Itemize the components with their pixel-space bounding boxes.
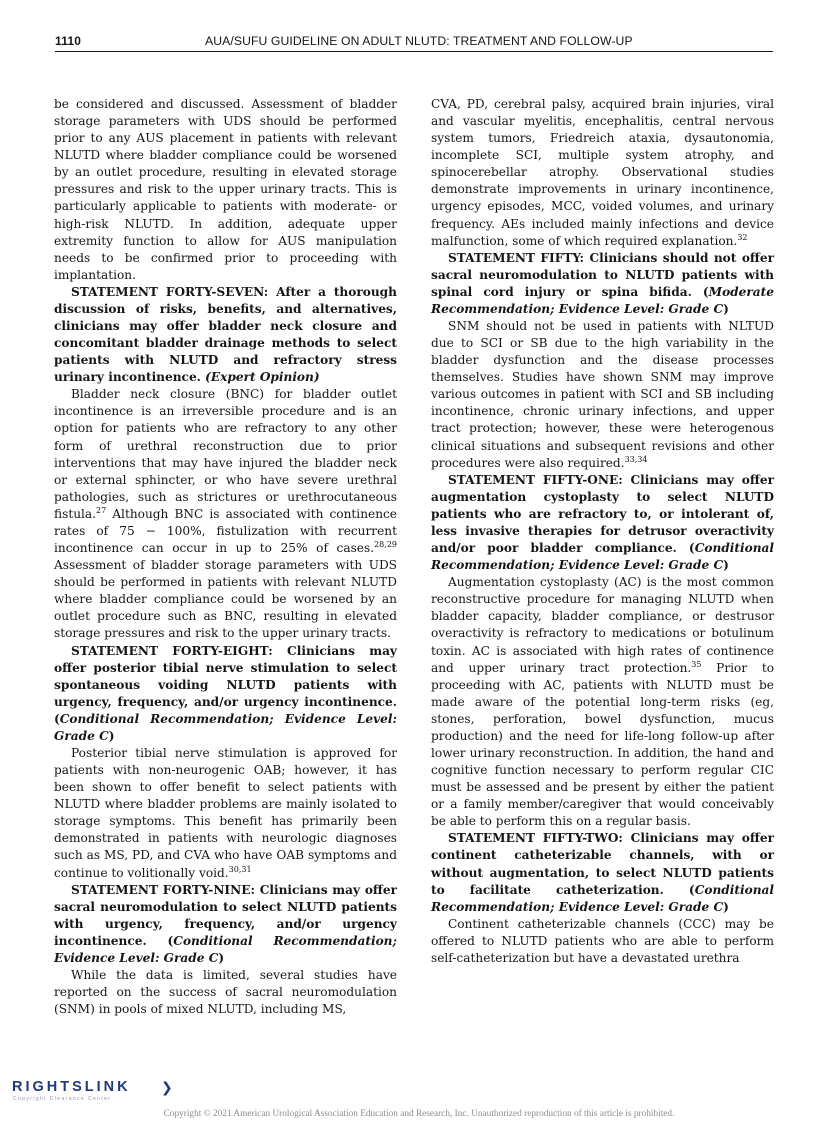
text-run: Posterior tibial nerve stimulation is approved for patients with non-neurogenic OAB; however, it has been shown to offer benefit to select patients with NLUTD where bladder problems are mainly isolated to storage symptoms. This benefit has primarily been demonstrated in patients with neurologic diagnoses such as MS, PD, and CVA who have OAB symptoms and continue to volitionally void.: [54, 745, 397, 880]
body-paragraph: [54, 745, 397, 882]
guideline-statement: [431, 830, 774, 915]
reference-citation[interactable]: 30,31: [228, 864, 252, 874]
reference-citation[interactable]: 27: [96, 505, 107, 515]
guideline-statement: [54, 643, 397, 745]
text-run: STATEMENT FIFTY-TWO: Clinicians may offer continent catheterizable channels, with or without augmentation, to select NLUTD patients to facilitate catheterization. (: [431, 831, 774, 897]
recommendation-grade: Conditional Recommendation; Evidence Level: Grade C: [431, 541, 774, 573]
text-run: SNM should not be used in patients with NLTUD due to SCI or SB due to the high variability in the bladder dysfunction and the disease processes themselves. Studies have shown SNM may improve various outcomes in patient with SCI and SB including incontinence, chronic urinary infections, and upper tract protection; however, these were heterogenous clinical situations and subsequent revisions and other procedures were also required.: [431, 319, 774, 470]
running-title: AUA/SUFU GUIDELINE ON ADULT NLUTD: TREATMENT AND FOLLOW-UP: [205, 34, 633, 48]
text-run: ): [218, 950, 225, 965]
right-column: [431, 96, 774, 967]
text-run: ): [723, 558, 729, 573]
body-paragraph: [54, 96, 397, 284]
left-column: [54, 96, 397, 1018]
reference-citation[interactable]: 33,34: [624, 454, 648, 464]
text-run: ): [723, 301, 729, 316]
rightslink-logo[interactable]: [12, 1079, 182, 1103]
rightslink-wordmark: RIGHTSLINK: [12, 1079, 131, 1095]
body-paragraph: [431, 916, 774, 967]
guideline-statement: [431, 250, 774, 318]
recommendation-grade: Conditional Recommendation; Evidence Level: Grade C: [54, 711, 397, 743]
reference-citation[interactable]: 35: [691, 659, 702, 669]
guideline-statement: [431, 472, 774, 574]
body-paragraph: [431, 96, 774, 250]
text-run: ): [108, 728, 115, 743]
reference-citation[interactable]: 28,29: [374, 539, 397, 549]
recommendation-grade: Conditional Recommendation; Evidence Level: Grade C: [431, 882, 774, 914]
guideline-statement: [54, 284, 397, 386]
page-number: 1110: [55, 34, 82, 48]
text-run: Assessment of bladder storage parameters with UDS should be performed in patients with relevant NLUTD where bladder compliance could be worsened by an outlet procedure such as BNC, resulting in elevated storage pressures and risk to the upper urinary tracts.: [54, 558, 397, 641]
body-paragraph: [54, 386, 397, 642]
text-run: While the data is limited, several studies have reported on the success of sacral neuromodulation (SNM) in pools of mixed NLUTD, including MS,: [54, 967, 397, 1017]
recommendation-grade: (Expert Opinion): [205, 370, 320, 385]
text-run: STATEMENT FORTY-NINE: Clinicians may offer sacral neuromodulation to select NLUTD patients with urgency, frequency, and/or urgency incontinence. (: [54, 882, 397, 948]
rightslink-tagline: Copyright Clearance Center: [13, 1096, 112, 1102]
text-run: Bladder neck closure (BNC) for bladder outlet incontinence is an irreversible procedure and is an option for patients who are refractory to any other form of urethral reconstruction due to prior interventions that may have injured the bladder neck or external sphincter, or who have severe urethral pathologies, such as strictures or urethrocutaneous fistula.: [54, 387, 397, 521]
recommendation-grade: Moderate Recommendation; Evidence Level: Grade C: [431, 284, 774, 316]
text-run: CVA, PD, cerebral palsy, acquired brain injuries, viral and vascular myelitis, encephalitis, central nervous system tumors, Friedreich ataxia, dysautonomia, incomplete SCI, multiple system atrophy, and spinocerebellar atrophy. Observational studies demonstrate improvements in urinary incontinence, urgency episodes, MCC, voided volumes, and urinary frequency. AEs included mainly infections and device malfunction, some of which required explanation.: [431, 97, 774, 248]
recommendation-grade: Conditional Recommendation; Evidence Level: Grade C: [54, 933, 397, 965]
text-run: STATEMENT FORTY-SEVEN: After a thorough discussion of risks, benefits, and alternatives, clinicians may offer bladder neck closure and concomitant bladder drainage methods to select patients with NLUTD and refractory stress urinary incontinence.: [54, 284, 397, 385]
text-run: STATEMENT FIFTY-ONE: Clinicians may offer augmentation cystoplasty to select NLUTD patients who are refractory to, or intolerant of, less invasive therapies for detrusor overactivity and/or poor bladder compliance. (: [431, 472, 774, 556]
text-run: Although BNC is associated with continence rates of 75 − 100%, fistulization with recurrent incontinence can occur in up to 25% of cases.: [54, 506, 397, 556]
body-paragraph: [54, 967, 397, 1018]
copyright-notice: Copyright © 2021 American Urological Association Education and Research, Inc. Unauthorized reproduction of this article is prohibited.: [163, 1109, 675, 1119]
text-run: STATEMENT FORTY-EIGHT: Clinicians may offer posterior tibial nerve stimulation to select spontaneous voiding NLUTD patients with urgency, frequency, and/or urgency incontinence. (: [54, 643, 397, 726]
text-run: be considered and discussed. Assessment of bladder storage parameters with UDS should be performed prior to any AUS placement in patients with relevant NLUTD where bladder compliance could be worsened by an outlet procedure, resulting in elevated storage pressures and risk to the upper urinary tracts. This is particularly applicable to patients with moderate- or high-risk NLUTD. In addition, adequate upper extremity function to allow for AUS manipulation needs to be confirmed prior to proceeding with implantation.: [54, 97, 397, 282]
text-run: ): [723, 899, 729, 914]
body-paragraph: [431, 574, 774, 830]
text-run: Prior to proceeding with AC, patients with NLUTD must be made aware of the potential long-term risks (eg, stones, perforation, bowel dysfunction, mucus production) and the need for life-long follow-up after lower urinary reconstruction. In addition, the hand and cognitive function necessary to perform regular CIC must be assessed and be present by either the patient or a family member/caregiver that would conceivably be able to perform this on a regular basis.: [431, 660, 775, 829]
chevron-right-icon: ❯: [161, 1079, 173, 1095]
reference-citation[interactable]: 32: [737, 232, 748, 242]
text-run: Continent catheterizable channels (CCC) may be offered to NLUTD patients who are able to perform self-catheterization but have a devastated urethra: [431, 916, 774, 965]
text-run: Augmentation cystoplasty (AC) is the most common reconstructive procedure for managing NLUTD when bladder capacity, bladder compliance, or destrusor overactivity is refractory to medications or botulinum toxin. AC is associated with high rates of continence and upper urinary tract protection.: [431, 575, 774, 675]
guideline-statement: [54, 882, 397, 967]
text-run: STATEMENT FIFTY: Clinicians should not offer sacral neuromodulation to NLUTD patients with spinal cord injury or spina bifida. (: [431, 250, 774, 299]
running-header: [55, 33, 773, 52]
body-paragraph: [431, 318, 774, 472]
